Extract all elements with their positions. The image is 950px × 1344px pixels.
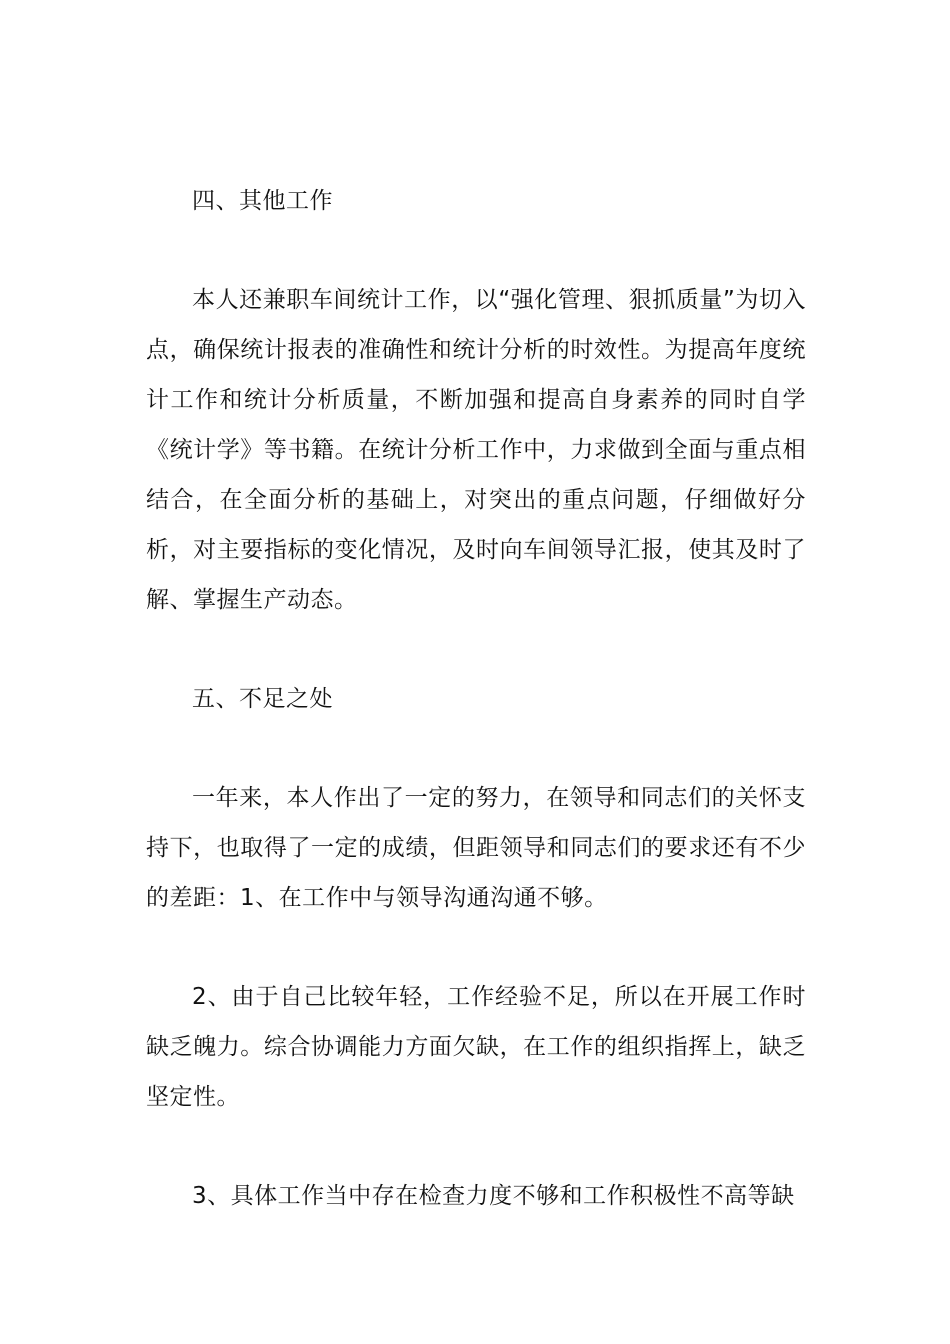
section-heading-other-work: 四、其他工作 bbox=[192, 188, 333, 214]
paragraph-statistics-work: 本人还兼职车间统计工作，以“强化管理、狠抓质量”为切入点，确保统计报表的准确性和统计分析的时效性。为提高年度统计工作和统计分析质量，不断加强和提高自身素养的同时自学《统计学》等书籍。在统计分析工作中，力求做到全面与重点相结合，在全面分析的基础上，对突出的重点问题，仔细做好分析，对主要指标的变化情况，及时向车间领导汇报，使其及时了解、掌握生产动态。 bbox=[146, 287, 806, 613]
paragraph-shortcoming-2: 2、由于自己比较年轻，工作经验不足，所以在开展工作时缺乏魄力。综合协调能力方面欠缺，在工作的组织指挥上，缺乏坚定性。 bbox=[146, 984, 806, 1110]
section-heading-shortcomings: 五、不足之处 bbox=[192, 686, 333, 712]
paragraph-shortcoming-3: 3、具体工作当中存在检查力度不够和工作积极性不高等缺 bbox=[192, 1183, 795, 1209]
paragraph-shortcoming-1: 一年来，本人作出了一定的努力，在领导和同志们的关怀支持下，也取得了一定的成绩，但距领导和同志们的要求还有不少的差距：1、在工作中与领导沟通沟通不够。 bbox=[146, 785, 806, 911]
